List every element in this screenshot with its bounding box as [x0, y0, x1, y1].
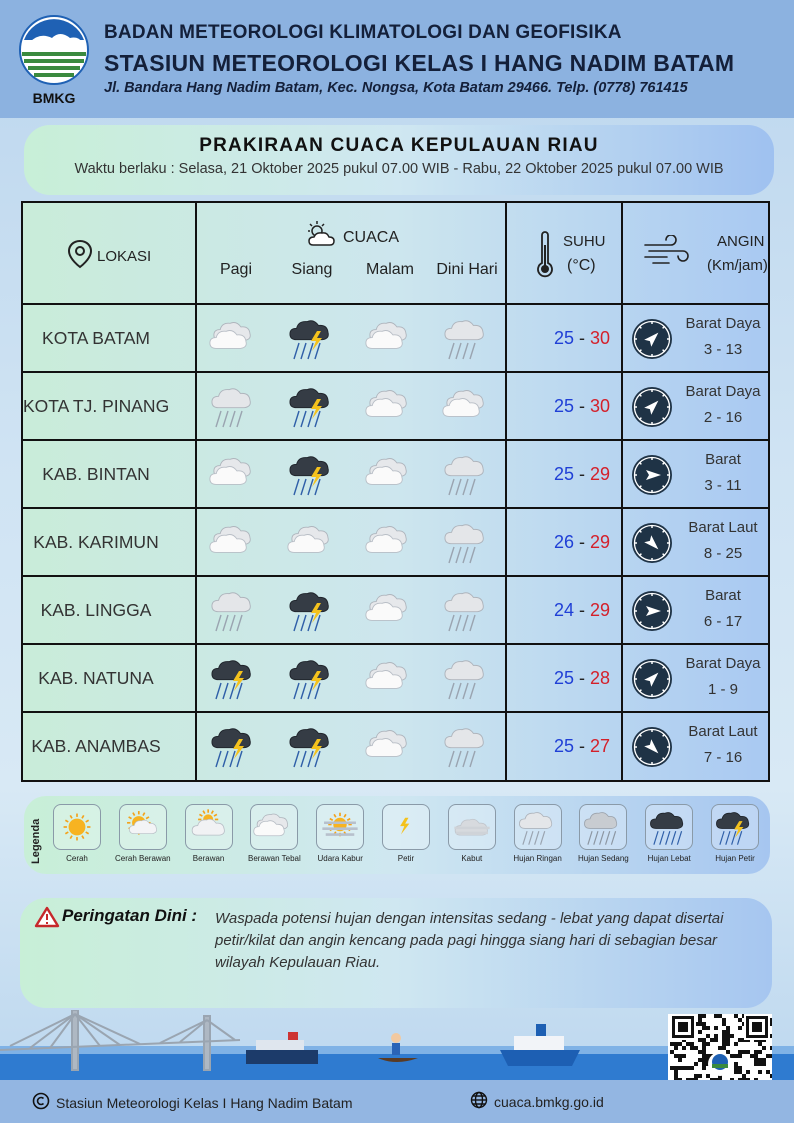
table-row — [23, 305, 768, 373]
legend-label: Petir — [397, 854, 415, 863]
temperature: 25 - 30 — [553, 396, 611, 416]
copyright-text: Stasiun Meteorologi Kelas I Hang Nadim Batam — [56, 1094, 353, 1111]
weather-pagi-berawan-tebal-icon — [209, 451, 259, 497]
header-lokasi — [67, 239, 151, 273]
warning-label: Peringatan Dini : — [62, 906, 198, 925]
header-lokasi-label: LOKASI — [97, 247, 152, 265]
weather-pagi-hujan-petir-icon — [209, 655, 259, 701]
legend-label: Cerah — [66, 854, 88, 863]
header-suhu-unit: (°C) — [567, 257, 596, 274]
weather-malam-berawan-tebal-icon — [365, 587, 415, 633]
weather-malam-berawan-tebal-icon — [365, 519, 415, 565]
location-name: KAB. ANAMBAS — [31, 736, 161, 756]
weather-siang-hujan-petir-icon — [287, 587, 337, 633]
legend-label: Hujan Ringan — [513, 854, 562, 863]
legend-berawan-tebal-icon — [250, 804, 298, 850]
table-row — [23, 577, 768, 645]
bmkg-logo — [16, 14, 92, 106]
location-name: KAB. NATUNA — [38, 668, 154, 688]
period-pagi: Pagi — [219, 261, 253, 278]
table-row — [23, 441, 768, 509]
legend-item — [241, 804, 307, 863]
weather-dini-hari-berawan-tebal-icon — [442, 383, 492, 429]
legend-hujan-ringan-icon — [514, 804, 562, 850]
compass-icon — [631, 318, 673, 360]
legend-label: Hujan Sedang — [578, 854, 629, 863]
temp-min: 25 — [553, 396, 574, 416]
temperature: 25 - 29 — [553, 464, 611, 484]
temp-max: 30 — [590, 396, 611, 416]
compass-icon — [631, 386, 673, 428]
location-name: KOTA BATAM — [42, 328, 150, 348]
warning-text: Waspada potensi hujan dengan intensitas sedang - lebat yang dapat disertai petir/kilat dan angin kencang pada pagi hingga siang hari di sebagian besar wilayah Kepulauan Riau. — [215, 910, 724, 971]
weather-siang-hujan-petir-icon — [287, 451, 337, 497]
legend-cerah-icon — [53, 804, 101, 850]
temp-min: 25 — [553, 464, 574, 484]
header-suhu-label: SUHU — [563, 233, 606, 250]
globe-icon — [470, 1091, 488, 1112]
station-name: STASIUN METEOROLOGI KELAS I HANG NADIM BATAM — [104, 50, 735, 76]
temperature: 25 - 27 — [553, 736, 611, 756]
location-name: KOTA TJ. PINANG — [23, 396, 170, 416]
period-siang: Siang — [291, 261, 333, 278]
weather-pagi-berawan-tebal-icon — [209, 519, 259, 565]
copyright-icon — [32, 1092, 50, 1113]
temp-max: 29 — [590, 532, 611, 552]
title-panel — [24, 125, 774, 195]
validity-period: Waktu berlaku : Selasa, 21 Oktober 2025 pukul 07.00 WIB - Rabu, 22 Oktober 2025 pukul 07.00 WIB — [74, 161, 724, 177]
header-angin-unit: (Km/jam) — [707, 257, 768, 274]
weather-pagi-berawan-tebal-icon — [209, 315, 259, 361]
weather-pagi-hujan-ringan-icon — [209, 383, 259, 429]
wind-speed: 3 - 11 — [704, 477, 742, 494]
temp-max: 30 — [590, 328, 611, 348]
weather-pagi-hujan-ringan-icon — [209, 587, 259, 633]
temp-min: 24 — [553, 600, 574, 620]
legend-item — [702, 804, 768, 863]
header — [0, 0, 794, 118]
legend-label: Udara Kabur — [317, 854, 363, 863]
warning-icon — [34, 906, 60, 933]
wind-speed: 6 - 17 — [703, 613, 743, 630]
legend-udara-kabur-icon — [316, 804, 364, 850]
wind-speed: 3 - 13 — [703, 341, 743, 358]
table-row — [23, 373, 768, 441]
temp-min: 25 — [553, 668, 574, 688]
legend-item — [439, 804, 505, 863]
temperature: 25 - 30 — [553, 328, 611, 348]
temperature: 26 - 29 — [553, 532, 611, 552]
forecast-table — [21, 201, 770, 782]
weather-siang-berawan-tebal-icon — [287, 519, 337, 565]
location-name: KAB. BINTAN — [42, 464, 150, 484]
weather-dini-hari-hujan-ringan-icon — [442, 451, 492, 497]
temperature: 24 - 29 — [553, 600, 611, 620]
legend-item — [176, 804, 242, 863]
legend-label: Hujan Petir — [715, 854, 755, 863]
temp-min: 26 — [553, 532, 574, 552]
weather-siang-hujan-petir-icon — [287, 655, 337, 701]
temp-max: 29 — [590, 464, 611, 484]
wind-direction: Barat Laut — [688, 519, 758, 536]
compass-icon — [631, 658, 673, 700]
logo-text: BMKG — [32, 90, 76, 106]
compass-icon — [631, 522, 673, 564]
wind-speed: 1 - 9 — [707, 681, 738, 698]
weather-malam-berawan-tebal-icon — [365, 451, 415, 497]
location-pin-icon — [67, 239, 93, 273]
table-row — [23, 713, 768, 781]
weather-dini-hari-hujan-ringan-icon — [442, 723, 492, 769]
wind-direction: Barat — [705, 587, 741, 604]
temp-max: 29 — [590, 600, 611, 620]
wind-direction: Barat — [705, 451, 741, 468]
legend-title: Legenda — [30, 818, 42, 864]
legend-hujan-sedang-icon — [579, 804, 627, 850]
legend-item — [570, 804, 636, 863]
period-dini-hari: Dini Hari — [436, 261, 498, 278]
weather-dini-hari-hujan-ringan-icon — [442, 519, 492, 565]
legend-item — [505, 804, 571, 863]
early-warning — [20, 898, 772, 1008]
compass-icon — [631, 590, 673, 632]
legend-label: Berawan Tebal — [248, 854, 301, 863]
header-cuaca-label: CUACA — [343, 228, 400, 246]
website-link[interactable]: cuaca.bmkg.go.id — [494, 1093, 604, 1110]
footer-copyright — [32, 1092, 352, 1113]
weather-dini-hari-hujan-ringan-icon — [442, 315, 492, 361]
wind-speed: 8 - 25 — [703, 545, 743, 562]
wind-direction: Barat Laut — [688, 723, 758, 740]
wind-direction: Barat Daya — [685, 655, 761, 672]
weather-malam-berawan-tebal-icon — [365, 315, 415, 361]
legend-item — [110, 804, 176, 863]
wind-speed: 7 - 16 — [703, 749, 743, 766]
thermometer-icon — [535, 231, 555, 284]
table-row — [23, 645, 768, 713]
compass-icon — [631, 726, 673, 768]
location-name: KAB. KARIMUN — [33, 532, 159, 552]
table-row — [23, 509, 768, 577]
legend-label: Kabut — [461, 854, 483, 863]
legend — [24, 796, 770, 874]
legend-kabut-icon — [448, 804, 496, 850]
weather-malam-berawan-tebal-icon — [365, 723, 415, 769]
wind-direction: Barat Daya — [685, 383, 761, 400]
temperature: 25 - 28 — [553, 668, 611, 688]
legend-label: Berawan — [192, 854, 225, 863]
legend-hujan-petir-icon — [711, 804, 759, 850]
compass-icon — [631, 454, 673, 496]
wind-icon — [643, 235, 689, 272]
weather-pagi-hujan-petir-icon — [209, 723, 259, 769]
weather-malam-berawan-tebal-icon — [365, 655, 415, 701]
temp-min: 25 — [553, 328, 574, 348]
legend-item — [44, 804, 110, 863]
legend-hujan-lebat-icon — [645, 804, 693, 850]
legend-label: Hujan Lebat — [647, 854, 691, 863]
location-name: KAB. LINGGA — [40, 600, 152, 620]
wind-speed: 2 - 16 — [703, 409, 743, 426]
weather-siang-hujan-petir-icon — [287, 723, 337, 769]
wind-direction: Barat Daya — [685, 315, 761, 332]
header-cuaca — [305, 221, 399, 254]
legend-label: Cerah Berawan — [115, 854, 171, 863]
temp-max: 27 — [590, 736, 611, 756]
table-header — [23, 203, 768, 305]
weather-dini-hari-hujan-ringan-icon — [442, 587, 492, 633]
temp-min: 25 — [553, 736, 574, 756]
temp-max: 28 — [590, 668, 611, 688]
weather-malam-berawan-tebal-icon — [365, 383, 415, 429]
legend-item — [373, 804, 439, 863]
footer-website[interactable] — [470, 1091, 604, 1112]
legend-berawan-icon — [185, 804, 233, 850]
agency-name: BADAN METEOROLOGI KLIMATOLOGI DAN GEOFISIKA — [104, 22, 622, 43]
period-malam: Malam — [365, 261, 414, 278]
legend-petir-icon — [382, 804, 430, 850]
weather-siang-hujan-petir-icon — [287, 383, 337, 429]
weather-siang-hujan-petir-icon — [287, 315, 337, 361]
legend-item — [636, 804, 702, 863]
footer — [0, 1080, 794, 1123]
legend-item — [307, 804, 373, 863]
header-angin-label: ANGIN — [717, 233, 765, 250]
weather-dini-hari-hujan-ringan-icon — [442, 655, 492, 701]
station-address: Jl. Bandara Hang Nadim Batam, Kec. Nongsa, Kota Batam 29466. Telp. (0778) 761415 — [104, 80, 688, 96]
legend-cerah-berawan-icon — [119, 804, 167, 850]
page-title: PRAKIRAAN CUACA KEPULAUAN RIAU — [199, 135, 599, 156]
sun-cloud-icon — [305, 221, 337, 254]
